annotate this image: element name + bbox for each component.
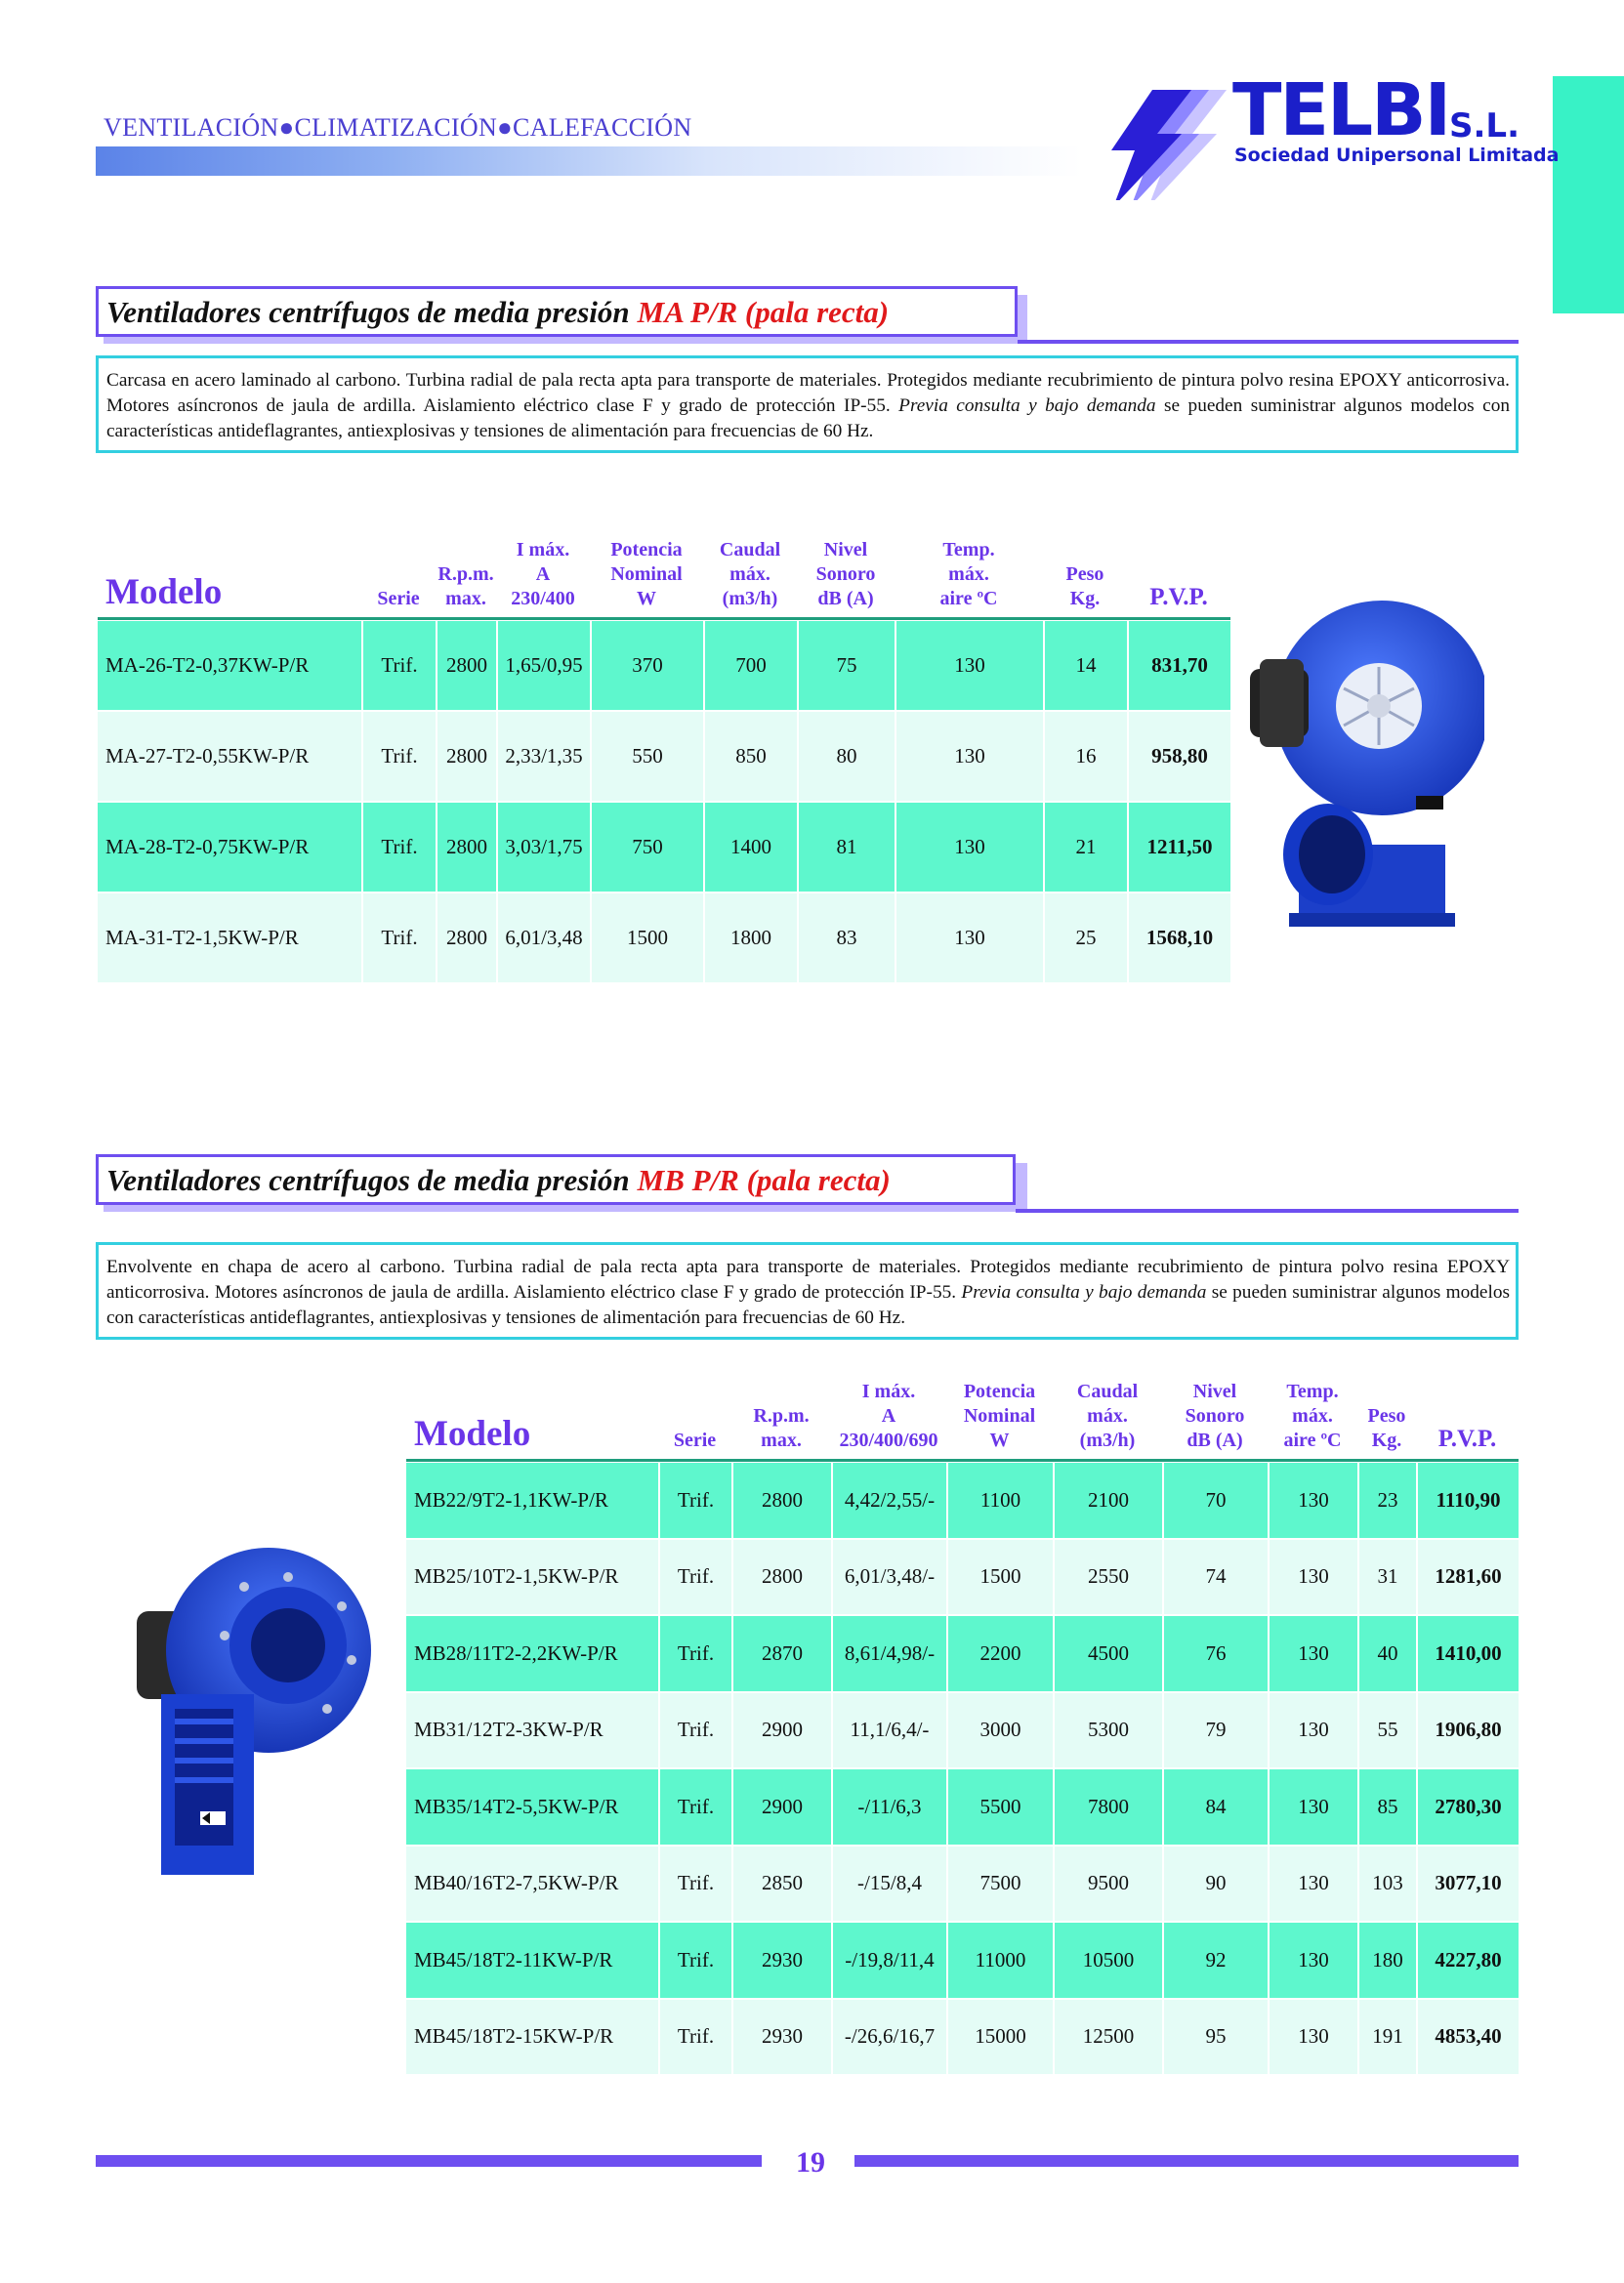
cell-peso: 191 (1357, 2000, 1416, 2075)
cell-temp: 130 (1268, 1847, 1357, 1922)
cell-nivel: 95 (1162, 2000, 1268, 2075)
header-peso-line: Kg. (1069, 588, 1101, 609)
cell-nivel: 75 (797, 621, 895, 710)
cell-potencia: 370 (590, 621, 703, 710)
header-caudal-line: Caudal (1076, 1381, 1139, 1402)
header-modelo: Modelo (105, 572, 223, 612)
cell-serie: Trif. (361, 803, 436, 892)
cell-modelo: MB25/10T2-1,5KW-P/R (414, 1564, 619, 1589)
cell-peso: 55 (1357, 1693, 1416, 1768)
cell-serie: Trif. (658, 1616, 731, 1691)
section-ma-title-main: Ventiladores centrífugos de media presión (106, 294, 630, 329)
cell-temp: 130 (895, 803, 1043, 892)
header-temp-line: Temp. (942, 539, 995, 560)
cell-nivel: 84 (1162, 1769, 1268, 1845)
table-row (98, 712, 1230, 801)
cell-peso: 25 (1043, 893, 1127, 982)
cell-rpm: 2800 (436, 803, 496, 892)
cell-rpm: 2800 (436, 712, 496, 801)
fan-mb-photo (132, 1538, 376, 1880)
table-row (406, 1923, 1519, 1998)
cell-peso: 23 (1357, 1463, 1416, 1538)
header-serie (361, 587, 436, 611)
cell-peso: 85 (1357, 1769, 1416, 1845)
cell-potencia: 5500 (946, 1769, 1053, 1845)
cell-rpm: 2800 (731, 1463, 831, 1538)
cell-caudal: 2100 (1053, 1463, 1162, 1538)
cell-pvp: 4227,80 (1416, 1923, 1519, 1998)
table-row (406, 1693, 1519, 1768)
header-serie-line: Serie (673, 1430, 717, 1451)
cell-rpm: 2870 (731, 1616, 831, 1691)
cell-caudal: 1800 (703, 893, 797, 982)
header-temp (895, 538, 1043, 611)
cell-nivel: 74 (1162, 1540, 1268, 1615)
header-potencia-line: W (989, 1430, 1010, 1451)
footer-bar-left (96, 2155, 762, 2167)
cell-nivel: 92 (1162, 1923, 1268, 1998)
table-row (98, 621, 1230, 710)
cell-modelo: MB45/18T2-15KW-P/R (414, 2024, 614, 2049)
logo-suffix: S.L. (1449, 106, 1520, 145)
cell-imax: 4,42/2,55/- (831, 1463, 946, 1538)
header-caudal-line: Caudal (719, 539, 781, 560)
cell-temp: 130 (1268, 2000, 1357, 2075)
section-ma-description: Carcasa en acero laminado al carbono. Turbina radial de pala recta apta para transporte de materiales. Protegidos mediante recubrimiento de pintura polvo resina EPOXY anticorrosiva. Motores asíncronos de jaula de ardilla. Aislamiento eléctrico clase F y grado de protección IP-55. Previa consulta y bajo demanda se pueden suministrar algunos modelos con características antideflagrantes, antiexplosivas y tensiones de alimentación para frecuencias de 60 Hz. (96, 355, 1519, 453)
header-temp-line: máx. (948, 563, 989, 585)
cell-modelo: MA-28-T2-0,75KW-P/R (105, 835, 310, 858)
cell-potencia: 3000 (946, 1693, 1053, 1768)
cell-rpm: 2930 (731, 2000, 831, 2075)
logo-wordmark: TELBI (1232, 68, 1450, 152)
page-edge-tab (1553, 76, 1624, 313)
cell-caudal: 7800 (1053, 1769, 1162, 1845)
cell-peso: 103 (1357, 1847, 1416, 1922)
cell-pvp: 4853,40 (1416, 2000, 1519, 2075)
header-caudal-line: máx. (729, 563, 770, 585)
cell-caudal: 4500 (1053, 1616, 1162, 1691)
section-ma-rule (1018, 340, 1519, 344)
header-nivel-line: dB (A) (1187, 1430, 1243, 1451)
header-temp (1268, 1380, 1357, 1453)
cell-pvp: 831,70 (1127, 621, 1230, 710)
header-modelo: Modelo (414, 1414, 531, 1454)
cell-pvp: 1211,50 (1127, 803, 1230, 892)
table-row (98, 893, 1230, 982)
header-nivel-line: Sonoro (815, 563, 876, 585)
fan-ma-photo (1250, 561, 1484, 942)
page-number: 19 (796, 2146, 825, 2179)
cell-serie: Trif. (658, 1463, 731, 1538)
cell-modelo: MA-27-T2-0,55KW-P/R (105, 744, 310, 768)
header-potencia-line: Nominal (610, 563, 683, 585)
cell-serie: Trif. (658, 1540, 731, 1615)
cell-rpm: 2800 (731, 1540, 831, 1615)
header-temp-line: aire ºC (939, 588, 998, 609)
header-caudal (703, 538, 797, 611)
cell-peso: 31 (1357, 1540, 1416, 1615)
cell-serie: Trif. (361, 621, 436, 710)
cell-peso: 14 (1043, 621, 1127, 710)
cell-imax: 8,61/4,98/- (831, 1616, 946, 1691)
cell-pvp: 1906,80 (1416, 1693, 1519, 1768)
header-imax-line: A (881, 1405, 896, 1427)
header-pvp (1416, 1426, 1519, 1453)
cell-nivel: 70 (1162, 1463, 1268, 1538)
cell-caudal: 10500 (1053, 1923, 1162, 1998)
cell-serie: Trif. (658, 1693, 731, 1768)
cell-imax: 6,01/3,48 (496, 893, 590, 982)
header-imax-line: A (535, 563, 551, 585)
cell-caudal: 9500 (1053, 1847, 1162, 1922)
section-ma-title-model: MA P/R (pala recta) (637, 294, 890, 329)
cell-caudal: 700 (703, 621, 797, 710)
header-caudal (1053, 1380, 1162, 1453)
cell-temp: 130 (1268, 1693, 1357, 1768)
header-caudal-line: (m3/h) (1079, 1430, 1136, 1451)
header-nivel-line: dB (A) (817, 588, 874, 609)
cell-temp: 130 (1268, 1923, 1357, 1998)
header-temp-line: Temp. (1286, 1381, 1339, 1402)
header-temp-line: aire ºC (1283, 1430, 1342, 1451)
header-nivel-line: Nivel (823, 539, 868, 560)
cell-modelo: MB31/12T2-3KW-P/R (414, 1718, 604, 1742)
header-peso (1043, 562, 1127, 611)
cell-modelo: MB22/9T2-1,1KW-P/R (414, 1487, 608, 1512)
section-mb-title (96, 1154, 1016, 1205)
cell-temp: 130 (895, 893, 1043, 982)
footer-bar-right (854, 2155, 1519, 2167)
table-header-rule (406, 1459, 1519, 1462)
header-imax-line: I máx. (861, 1381, 916, 1402)
cell-imax: 11,1/6,4/- (831, 1693, 946, 1768)
cell-serie: Trif. (658, 1847, 731, 1922)
cell-caudal: 2550 (1053, 1540, 1162, 1615)
cell-serie: Trif. (658, 1923, 731, 1998)
table-row (406, 1616, 1519, 1691)
cell-rpm: 2900 (731, 1769, 831, 1845)
cell-caudal: 1400 (703, 803, 797, 892)
header-serie (658, 1429, 731, 1453)
header-temp-line: máx. (1292, 1405, 1333, 1427)
cell-nivel: 81 (797, 803, 895, 892)
header-peso-line: Peso (1065, 563, 1104, 585)
cell-potencia: 750 (590, 803, 703, 892)
cell-pvp: 2780,30 (1416, 1769, 1519, 1845)
cell-nivel: 90 (1162, 1847, 1268, 1922)
header-potencia-line: Nominal (963, 1405, 1036, 1427)
cell-potencia: 1500 (946, 1540, 1053, 1615)
table-row (406, 1769, 1519, 1845)
cell-potencia: 7500 (946, 1847, 1053, 1922)
cell-imax: -/15/8,4 (831, 1847, 946, 1922)
header-rpm (731, 1404, 831, 1453)
cell-imax: 2,33/1,35 (496, 712, 590, 801)
cell-nivel: 80 (797, 712, 895, 801)
table-row (406, 1463, 1519, 1538)
cell-modelo: MB40/16T2-7,5KW-P/R (414, 1871, 619, 1895)
header-potencia-line: Potencia (610, 539, 683, 560)
header-imax-line: 230/400/690 (839, 1430, 938, 1451)
cell-nivel: 79 (1162, 1693, 1268, 1768)
header-nivel-line: Nivel (1192, 1381, 1237, 1402)
cell-temp: 130 (895, 712, 1043, 801)
header-caudal-line: (m3/h) (722, 588, 778, 609)
cell-temp: 130 (895, 621, 1043, 710)
section-mb-title-main: Ventiladores centrífugos de media presión (106, 1162, 630, 1197)
cell-serie: Trif. (658, 2000, 731, 2075)
header-pvp (1127, 584, 1230, 611)
header-caudal-line: máx. (1087, 1405, 1128, 1427)
cell-nivel: 83 (797, 893, 895, 982)
cell-peso: 21 (1043, 803, 1127, 892)
cell-nivel: 76 (1162, 1616, 1268, 1691)
cell-rpm: 2930 (731, 1923, 831, 1998)
logo-subtitle: Sociedad Unipersonal Limitada (1234, 145, 1560, 166)
header-tagline: VENTILACIÓN●CLIMATIZACIÓN●CALEFACCIÓN (104, 113, 692, 142)
header-rpm-line: R.p.m. (437, 563, 494, 585)
cell-potencia: 1500 (590, 893, 703, 982)
header-pvp-line: P.V.P. (1437, 1426, 1497, 1452)
cell-modelo: MA-26-T2-0,37KW-P/R (105, 653, 310, 677)
cell-serie: Trif. (361, 893, 436, 982)
header-peso (1357, 1404, 1416, 1453)
section-mb-title-model: MB P/R (pala recta) (637, 1162, 891, 1197)
cell-modelo: MB45/18T2-11KW-P/R (414, 1947, 613, 1972)
cell-potencia: 1100 (946, 1463, 1053, 1538)
cell-peso: 180 (1357, 1923, 1416, 1998)
cell-modelo: MA-31-T2-1,5KW-P/R (105, 926, 299, 949)
section-ma-title (96, 286, 1018, 337)
header-nivel (797, 538, 895, 611)
table-row (98, 803, 1230, 892)
header-potencia (590, 538, 703, 611)
cell-temp: 130 (1268, 1463, 1357, 1538)
cell-caudal: 12500 (1053, 2000, 1162, 2075)
header-nivel (1162, 1380, 1268, 1453)
cell-rpm: 2800 (436, 893, 496, 982)
cell-potencia: 15000 (946, 2000, 1053, 2075)
header-peso-line: Kg. (1371, 1430, 1402, 1451)
cell-caudal: 5300 (1053, 1693, 1162, 1768)
header-potencia-line: W (637, 588, 656, 609)
cell-imax: 3,03/1,75 (496, 803, 590, 892)
cell-imax: 1,65/0,95 (496, 621, 590, 710)
header-rpm-line: R.p.m. (753, 1405, 810, 1427)
cell-pvp: 3077,10 (1416, 1847, 1519, 1922)
cell-imax: -/26,6/16,7 (831, 2000, 946, 2075)
cell-serie: Trif. (658, 1769, 731, 1845)
cell-imax: -/19,8/11,4 (831, 1923, 946, 1998)
cell-peso: 16 (1043, 712, 1127, 801)
cell-rpm: 2850 (731, 1847, 831, 1922)
table-row (406, 2000, 1519, 2075)
cell-modelo: MB28/11T2-2,2KW-P/R (414, 1640, 618, 1665)
cell-pvp: 958,80 (1127, 712, 1230, 801)
header-imax (496, 538, 590, 611)
header-rpm (436, 562, 496, 611)
header-rpm-line: max. (761, 1430, 802, 1451)
cell-potencia: 550 (590, 712, 703, 801)
cell-pvp: 1281,60 (1416, 1540, 1519, 1615)
section-mb-description: Envolvente en chapa de acero al carbono. Turbina radial de pala recta apta para transporte de materiales. Protegidos mediante recubrimiento de pintura polvo resina EPOXY anticorrosiva. Motores asíncronos de jaula de ardilla. Aislamiento eléctrico clase F y grado de protección IP-55. Previa consulta y bajo demanda se pueden suministrar algunos modelos con características antideflagrantes, antiexplosivas y tensiones de alimentación para frecuencias de 60 Hz. (96, 1242, 1519, 1340)
header-imax-line: I máx. (516, 539, 570, 560)
header-gradient-bar (96, 146, 1082, 176)
cell-rpm: 2900 (731, 1693, 831, 1768)
table-row (406, 1540, 1519, 1615)
cell-temp: 130 (1268, 1540, 1357, 1615)
cell-imax: 6,01/3,48/- (831, 1540, 946, 1615)
cell-pvp: 1110,90 (1416, 1463, 1519, 1538)
table-row (406, 1847, 1519, 1922)
header-peso-line: Peso (1367, 1405, 1406, 1427)
cell-potencia: 2200 (946, 1616, 1053, 1691)
header-nivel-line: Sonoro (1185, 1405, 1245, 1427)
cell-pvp: 1568,10 (1127, 893, 1230, 982)
header-potencia-line: Potencia (963, 1381, 1036, 1402)
header-serie-line: Serie (377, 588, 420, 609)
header-pvp-line: P.V.P. (1149, 584, 1208, 610)
cell-potencia: 11000 (946, 1923, 1053, 1998)
cell-pvp: 1410,00 (1416, 1616, 1519, 1691)
table-header-rule (98, 617, 1230, 620)
cell-imax: -/11/6,3 (831, 1769, 946, 1845)
cell-modelo: MB35/14T2-5,5KW-P/R (414, 1794, 619, 1818)
cell-temp: 130 (1268, 1616, 1357, 1691)
cell-rpm: 2800 (436, 621, 496, 710)
cell-peso: 40 (1357, 1616, 1416, 1691)
cell-caudal: 850 (703, 712, 797, 801)
header-potencia (946, 1380, 1053, 1453)
header-rpm-line: max. (445, 588, 486, 609)
section-mb-rule (1016, 1209, 1519, 1213)
header-imax (831, 1380, 946, 1453)
cell-temp: 130 (1268, 1769, 1357, 1845)
header-imax-line: 230/400 (511, 588, 575, 609)
cell-serie: Trif. (361, 712, 436, 801)
